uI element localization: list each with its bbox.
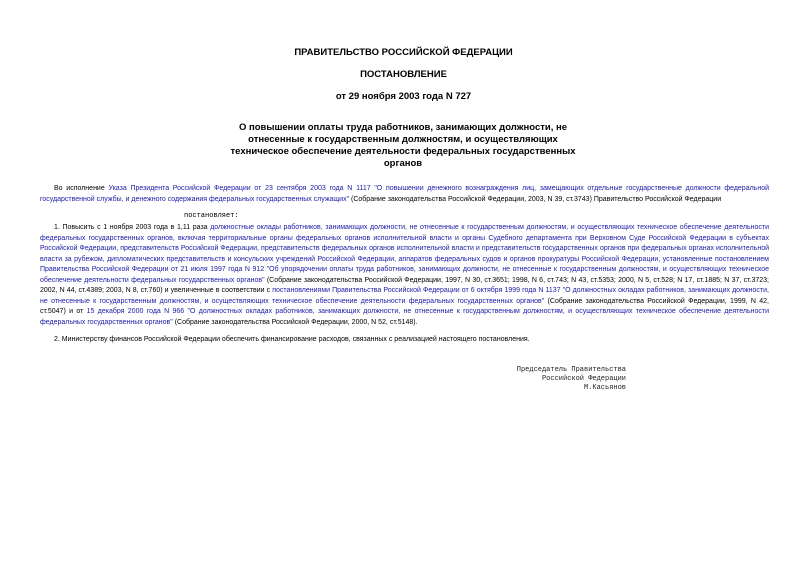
signature-position: Председатель Правительства (516, 366, 626, 374)
point-1-paragraph (40, 223, 769, 328)
intro-text-2: (Собрание законодательства Российской Федерации, 2003, N 39, ст.3743) Правительство Российской Федерации (349, 195, 722, 203)
point1-text-1: 1. Повысить с 1 ноября 2003 года в 1,11 раза (54, 224, 211, 231)
date-number-heading: от 29 ноября 2003 года N 727 (335, 91, 472, 102)
resolution-1999-link[interactable]: постановлениями Правительства Российской Федерации от 6 октября 1999 года N 1137 "О должностных окладах работников, занимающих должности, не отнесенные к государственным должностям, и осуществляющих техническое обеспечение деятельности федеральных государственных органов" (40, 287, 769, 305)
salaries-link[interactable]: должностные оклады работников, занимающих должности, не отнесенные к государственным должностям, и осуществляющих техническое обеспечение деятельности федеральных государственных органов, включая территориальные органы федеральных органов исполнительной власти и органы Судебного департамента при Верховном Суде Российской Федерации в субъектах Российской Федерации, представительств Российской Федерации, представительств федеральных органов исполнительной власти и представительств государственных органов при федеральных органах исполнительной власти за рубежом, дипломатических представительств и консульских учреждений Российской Федерации, аппаратов федеральных судов и органов прокуратуры Российской Федерации, установленные постановлением Правительства Российской Федерации от 21 июля 1997 года N 912 "Об упорядочении оплаты труда работников, занимающих должности, не отнесенные к государственным должностям, и осуществляющих техническое обеспечение деятельности федеральных государственных органов" (40, 224, 769, 284)
signature-block (510, 366, 626, 393)
point1-text-4: (Собрание законодательства Российской Федерации, 2000, N 52, ст.5148). (172, 318, 418, 326)
point1-text-3: (Собрание законодательства Российской Федерации, 1999, N 42, ст.5047) и от (40, 297, 769, 315)
doc-type-heading: ПОСТАНОВЛЕНИЕ (360, 69, 447, 80)
government-heading: ПРАВИТЕЛЬСТВО РОССИЙСКОЙ ФЕДЕРАЦИИ (294, 47, 513, 58)
document-title: О повышении оплаты труда работников, занимающих должности, не отнесенные к государственным должностям, и осуществляющих техническое обеспечение деятельности федеральных государственных органов (230, 122, 576, 169)
intro-text-1: Во исполнение (54, 185, 109, 192)
signature-country: Российской Федерации (541, 375, 626, 383)
point-2-paragraph: 2. Министерству финансов Российской Федерации обеспечить финансирование расходов, связанных с реализацией настоящего постановления. (54, 336, 530, 343)
point1-text-2: (Собрание законодательства Российской Федерации, 1997, N 30, ст.3651; 1998, N 6, ст.743; N 43, ст.5353; 2000, N 5, ст.528; N 17, ст.1885; N 37, ст.3723; 2002, N 44, ст.4389; 2003, N 8, ст.760) и увеличенные в соответствии с (40, 276, 769, 294)
resolution-2000-link[interactable]: 15 декабря 2000 года N 966 "О должностных окладах работников, занимающих должности, не отнесенные к государственным должностям, и осуществляющих техническое обеспечение деятельности федеральных государственных органов" (40, 308, 770, 326)
signature-name: М.Касьянов (583, 384, 626, 392)
decree-link[interactable]: Указа Президента Российской Федерации от 23 сентября 2003 года N 1117 "О повышении денежного вознаграждения лиц, замещающих отдельные государственные должности федеральной государственной службы, и денежного содержания федеральных государственных служащих" (40, 185, 769, 203)
intro-paragraph (40, 184, 769, 205)
postanovlyaet-label: постановляет: (184, 212, 239, 220)
